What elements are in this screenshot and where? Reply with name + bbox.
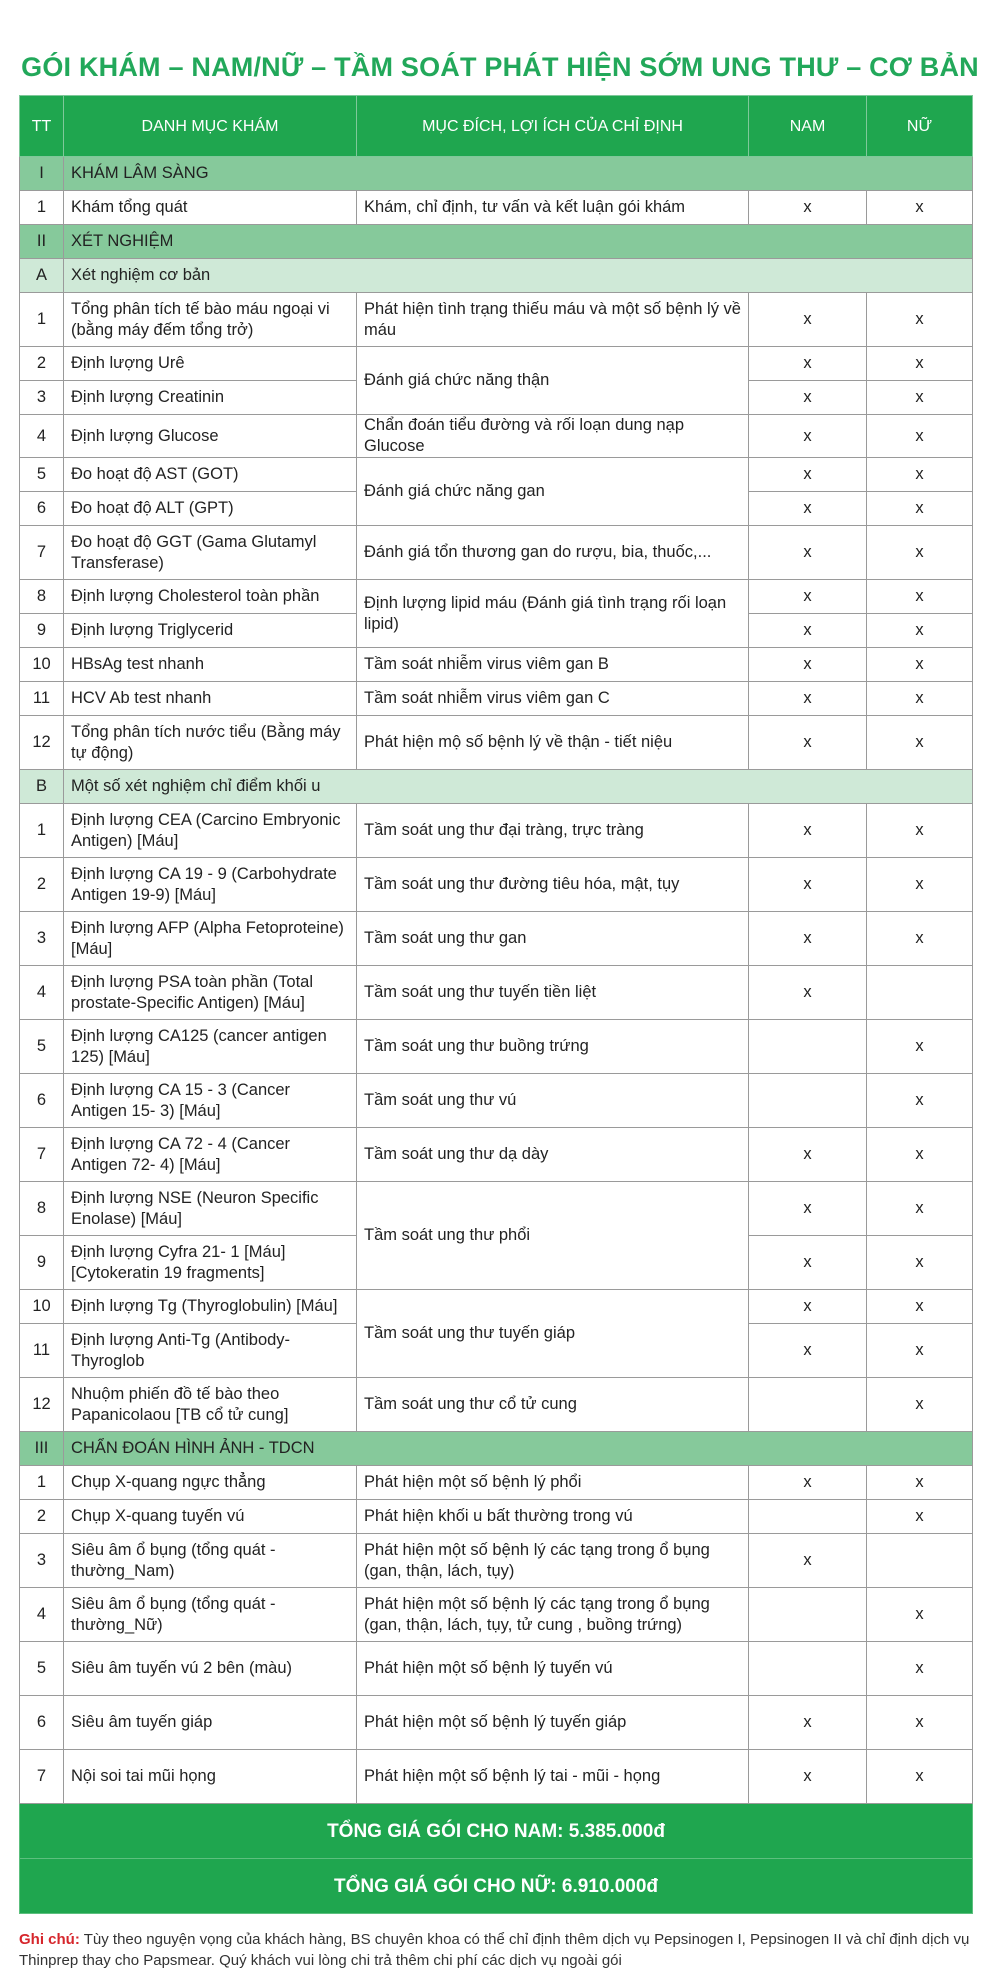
row-item: Chụp X-quang ngực thẳng: [64, 1466, 357, 1500]
row-purpose: Khám, chỉ định, tư vấn và kết luận gói khám: [357, 191, 749, 225]
male-mark: x: [749, 381, 867, 415]
row-item: Định lượng CA125 (cancer antigen 125) [Máu]: [64, 1020, 357, 1074]
table-row: [20, 682, 973, 716]
row-tt: 2: [20, 347, 64, 381]
row-item: Siêu âm tuyến giáp: [64, 1696, 357, 1750]
row-tt: 5: [20, 458, 64, 492]
row-purpose: Phát hiện một số bệnh lý các tạng trong ổ bụng (gan, thận, lách, tụy, tử cung , buồng trứng): [357, 1588, 749, 1642]
row-purpose: Phát hiện khối u bất thường trong vú: [357, 1500, 749, 1534]
table-row: [20, 526, 973, 580]
female-mark: x: [867, 1324, 973, 1378]
male-mark: x: [749, 716, 867, 770]
row-purpose: Phát hiện một số bệnh lý phổi: [357, 1466, 749, 1500]
male-mark: x: [749, 804, 867, 858]
header-purpose: MỤC ĐÍCH, LỢI ÍCH CỦA CHỈ ĐỊNH: [357, 96, 749, 157]
row-item: Định lượng CEA (Carcino Embryonic Antigen) [Máu]: [64, 804, 357, 858]
row-tt: 4: [20, 966, 64, 1020]
row-tt: 2: [20, 1500, 64, 1534]
subsection-row: [20, 259, 973, 293]
male-mark: x: [749, 1290, 867, 1324]
female-mark: x: [867, 1182, 973, 1236]
female-mark: x: [867, 1588, 973, 1642]
row-item: Tổng phân tích tế bào máu ngoại vi (bằng máy đếm tổng trở): [64, 293, 357, 347]
table-row: [20, 1378, 973, 1432]
male-mark: x: [749, 1466, 867, 1500]
row-tt: 7: [20, 1128, 64, 1182]
male-mark: x: [749, 1750, 867, 1804]
row-item: Định lượng CA 19 - 9 (Carbohydrate Antigen 19-9) [Máu]: [64, 858, 357, 912]
row-tt: 9: [20, 1236, 64, 1290]
female-mark: x: [867, 526, 973, 580]
male-mark-empty: [749, 1020, 867, 1074]
section-num: I: [20, 157, 64, 191]
row-purpose: Chẩn đoán tiểu đường và rối loạn dung nạp Glucose: [357, 415, 749, 458]
table-row: [20, 858, 973, 912]
row-tt: 1: [20, 804, 64, 858]
row-item: Định lượng Cyfra 21- 1 [Máu] [Cytokeratin 19 fragments]: [64, 1236, 357, 1290]
row-purpose: Phát hiện một số bệnh lý các tạng trong ổ bụng (gan, thận, lách, tụy): [357, 1534, 749, 1588]
male-mark: x: [749, 858, 867, 912]
row-item: Định lượng Glucose: [64, 415, 357, 458]
table-row: [20, 458, 973, 492]
row-item: Định lượng Triglycerid: [64, 614, 357, 648]
row-item: HCV Ab test nhanh: [64, 682, 357, 716]
row-purpose: Phát hiện một số bệnh lý tuyến giáp: [357, 1696, 749, 1750]
female-mark: x: [867, 1290, 973, 1324]
row-item: Định lượng Urê: [64, 347, 357, 381]
row-purpose: Tầm soát ung thư gan: [357, 912, 749, 966]
row-tt: 3: [20, 912, 64, 966]
row-item: HBsAg test nhanh: [64, 648, 357, 682]
table-row: [20, 1290, 973, 1324]
row-tt: 10: [20, 1290, 64, 1324]
female-mark: x: [867, 293, 973, 347]
header-male: NAM: [749, 96, 867, 157]
female-mark-empty: [867, 1534, 973, 1588]
row-tt: 6: [20, 1074, 64, 1128]
female-mark: x: [867, 1128, 973, 1182]
female-mark: x: [867, 1750, 973, 1804]
row-item: Định lượng CA 72 - 4 (Cancer Antigen 72- 4) [Máu]: [64, 1128, 357, 1182]
row-tt: 1: [20, 1466, 64, 1500]
row-item: Định lượng NSE (Neuron Specific Enolase) [Máu]: [64, 1182, 357, 1236]
male-mark: x: [749, 1236, 867, 1290]
row-purpose: Đánh giá chức năng thận: [357, 347, 749, 415]
total-row-male: [20, 1804, 973, 1859]
table-row: [20, 1588, 973, 1642]
row-tt: 3: [20, 381, 64, 415]
female-mark: x: [867, 614, 973, 648]
page-title: GÓI KHÁM – NAM/NỮ – TẦM SOÁT PHÁT HIỆN SỚM UNG THƯ – CƠ BẢN: [21, 52, 979, 82]
section-row: [20, 225, 973, 259]
total-male: TỔNG GIÁ GÓI CHO NAM: 5.385.000đ: [20, 1804, 973, 1859]
row-item: Định lượng Creatinin: [64, 381, 357, 415]
subsection-label: Xét nghiệm cơ bản: [64, 259, 973, 293]
row-item: Định lượng CA 15 - 3 (Cancer Antigen 15- 3) [Máu]: [64, 1074, 357, 1128]
row-item: Tổng phân tích nước tiểu (Bằng máy tự động): [64, 716, 357, 770]
table-row: [20, 1642, 973, 1696]
row-purpose: Phát hiện một số bệnh lý tuyến vú: [357, 1642, 749, 1696]
male-mark: x: [749, 682, 867, 716]
table-row: [20, 1466, 973, 1500]
female-mark: x: [867, 1696, 973, 1750]
male-mark: x: [749, 191, 867, 225]
row-purpose: Tầm soát ung thư vú: [357, 1074, 749, 1128]
header-tt: TT: [20, 96, 64, 157]
subsection-num: B: [20, 770, 64, 804]
row-purpose: Phát hiện một số bệnh lý tai - mũi - họng: [357, 1750, 749, 1804]
row-item: Đo hoạt độ ALT (GPT): [64, 492, 357, 526]
table-row: [20, 415, 973, 458]
male-mark: x: [749, 526, 867, 580]
row-item: Định lượng Anti-Tg (Antibody- Thyroglob: [64, 1324, 357, 1378]
row-purpose: Phát hiện tình trạng thiếu máu và một số bệnh lý về máu: [357, 293, 749, 347]
table-row: [20, 1534, 973, 1588]
footnote-label: Ghi chú:: [19, 1931, 80, 1948]
table-row: [20, 648, 973, 682]
table-row: [20, 966, 973, 1020]
row-tt: 4: [20, 1588, 64, 1642]
female-mark: x: [867, 191, 973, 225]
row-purpose: Tầm soát ung thư đại tràng, trực tràng: [357, 804, 749, 858]
row-purpose: Đánh giá chức năng gan: [357, 458, 749, 526]
row-tt: 1: [20, 293, 64, 347]
footnote-text: Tùy theo nguyện vọng của khách hàng, BS chuyên khoa có thể chỉ định thêm dịch vụ Pepsinogen I, Pepsinogen II và chỉ định dịch vụ Thinprep thay cho Papsmear. Quý khách vui lòng chi trả thêm chi phí các dịch vụ ngoài gói: [19, 1931, 970, 1969]
row-purpose: Tầm soát ung thư cổ tử cung: [357, 1378, 749, 1432]
female-mark: x: [867, 1500, 973, 1534]
female-mark: x: [867, 912, 973, 966]
female-mark: x: [867, 1642, 973, 1696]
row-tt: 7: [20, 526, 64, 580]
male-mark: x: [749, 1182, 867, 1236]
female-mark: x: [867, 648, 973, 682]
row-item: Định lượng Cholesterol toàn phần: [64, 580, 357, 614]
row-purpose: Tầm soát ung thư tuyến giáp: [357, 1290, 749, 1378]
male-mark: x: [749, 966, 867, 1020]
table-row: [20, 191, 973, 225]
row-item: Đo hoạt độ GGT (Gama Glutamyl Transferase): [64, 526, 357, 580]
total-row-female: [20, 1859, 973, 1914]
row-tt: 2: [20, 858, 64, 912]
table-row: [20, 347, 973, 381]
row-item: Chụp X-quang tuyến vú: [64, 1500, 357, 1534]
table-row: [20, 580, 973, 614]
row-tt: 4: [20, 415, 64, 458]
row-tt: 11: [20, 1324, 64, 1378]
header-item: DANH MỤC KHÁM: [64, 96, 357, 157]
row-purpose: Phát hiện mộ số bệnh lý về thận - tiết niệu: [357, 716, 749, 770]
female-mark: x: [867, 682, 973, 716]
male-mark: x: [749, 293, 867, 347]
female-mark: x: [867, 415, 973, 458]
row-purpose: Tầm soát nhiễm virus viêm gan B: [357, 648, 749, 682]
male-mark: x: [749, 415, 867, 458]
row-tt: 5: [20, 1642, 64, 1696]
row-item: Định lượng PSA toàn phần (Total prostate-Specific Antigen) [Máu]: [64, 966, 357, 1020]
table-row: [20, 1128, 973, 1182]
subsection-num: A: [20, 259, 64, 293]
male-mark: x: [749, 492, 867, 526]
male-mark-empty: [749, 1378, 867, 1432]
table-row: [20, 1750, 973, 1804]
male-mark-empty: [749, 1500, 867, 1534]
table-row: [20, 912, 973, 966]
row-item: Nhuộm phiến đồ tế bào theo Papanicolaou [TB cổ tử cung]: [64, 1378, 357, 1432]
row-tt: 1: [20, 191, 64, 225]
male-mark: x: [749, 1696, 867, 1750]
female-mark: x: [867, 580, 973, 614]
table-row: [20, 1696, 973, 1750]
row-purpose: Định lượng lipid máu (Đánh giá tình trạng rối loạn lipid): [357, 580, 749, 648]
footnote: [19, 1929, 981, 1971]
row-tt: 3: [20, 1534, 64, 1588]
row-tt: 6: [20, 492, 64, 526]
male-mark: x: [749, 614, 867, 648]
header-row: [20, 96, 973, 157]
female-mark: x: [867, 492, 973, 526]
section-num: III: [20, 1432, 64, 1466]
table-row: [20, 1182, 973, 1236]
subsection-row: [20, 770, 973, 804]
female-mark: x: [867, 716, 973, 770]
female-mark: x: [867, 347, 973, 381]
row-item: Siêu âm ổ bụng (tổng quát - thường_Nam): [64, 1534, 357, 1588]
female-mark: x: [867, 1074, 973, 1128]
row-tt: 5: [20, 1020, 64, 1074]
section-label: XÉT NGHIỆM: [64, 225, 973, 259]
row-item: Định lượng Tg (Thyroglobulin) [Máu]: [64, 1290, 357, 1324]
section-num: II: [20, 225, 64, 259]
female-mark: x: [867, 381, 973, 415]
section-label: CHẨN ĐOÁN HÌNH ẢNH - TDCN: [64, 1432, 973, 1466]
row-tt: 9: [20, 614, 64, 648]
female-mark: x: [867, 858, 973, 912]
male-mark: x: [749, 347, 867, 381]
male-mark-empty: [749, 1642, 867, 1696]
male-mark-empty: [749, 1588, 867, 1642]
row-purpose: Tầm soát ung thư đường tiêu hóa, mật, tụy: [357, 858, 749, 912]
section-row: [20, 157, 973, 191]
male-mark: x: [749, 1534, 867, 1588]
row-tt: 12: [20, 1378, 64, 1432]
table-row: [20, 1020, 973, 1074]
subsection-label: Một số xét nghiệm chỉ điểm khối u: [64, 770, 973, 804]
male-mark: x: [749, 1128, 867, 1182]
male-mark: x: [749, 912, 867, 966]
row-item: Siêu âm tuyến vú 2 bên (màu): [64, 1642, 357, 1696]
row-tt: 6: [20, 1696, 64, 1750]
female-mark: x: [867, 1466, 973, 1500]
row-item: Đo hoạt độ AST (GOT): [64, 458, 357, 492]
section-row: [20, 1432, 973, 1466]
row-purpose: Tầm soát ung thư tuyến tiền liệt: [357, 966, 749, 1020]
header-female: NỮ: [867, 96, 973, 157]
table-row: [20, 716, 973, 770]
row-item: Nội soi tai mũi họng: [64, 1750, 357, 1804]
female-mark: x: [867, 1378, 973, 1432]
section-label: KHÁM LÂM SÀNG: [64, 157, 973, 191]
row-tt: 8: [20, 580, 64, 614]
row-purpose: Tầm soát ung thư dạ dày: [357, 1128, 749, 1182]
row-item: Khám tổng quát: [64, 191, 357, 225]
male-mark: x: [749, 458, 867, 492]
male-mark: x: [749, 648, 867, 682]
row-item: Siêu âm ổ bụng (tổng quát - thường_Nữ): [64, 1588, 357, 1642]
row-purpose: Đánh giá tổn thương gan do rượu, bia, thuốc,...: [357, 526, 749, 580]
male-mark-empty: [749, 1074, 867, 1128]
row-purpose: Tầm soát ung thư phổi: [357, 1182, 749, 1290]
female-mark: x: [867, 804, 973, 858]
row-tt: 8: [20, 1182, 64, 1236]
female-mark: x: [867, 1020, 973, 1074]
row-purpose: Tầm soát nhiễm virus viêm gan C: [357, 682, 749, 716]
female-mark-empty: [867, 966, 973, 1020]
male-mark: x: [749, 1324, 867, 1378]
table-row: [20, 804, 973, 858]
table-row: [20, 1500, 973, 1534]
row-item: Định lượng AFP (Alpha Fetoproteine) [Máu]: [64, 912, 357, 966]
table-row: [20, 293, 973, 347]
row-tt: 10: [20, 648, 64, 682]
female-mark: x: [867, 1236, 973, 1290]
male-mark: x: [749, 580, 867, 614]
female-mark: x: [867, 458, 973, 492]
row-tt: 12: [20, 716, 64, 770]
row-purpose: Tầm soát ung thư buồng trứng: [357, 1020, 749, 1074]
table-row: [20, 1074, 973, 1128]
row-tt: 7: [20, 1750, 64, 1804]
total-female: TỔNG GIÁ GÓI CHO NỮ: 6.910.000đ: [20, 1859, 973, 1914]
package-table: [19, 95, 973, 1914]
row-tt: 11: [20, 682, 64, 716]
